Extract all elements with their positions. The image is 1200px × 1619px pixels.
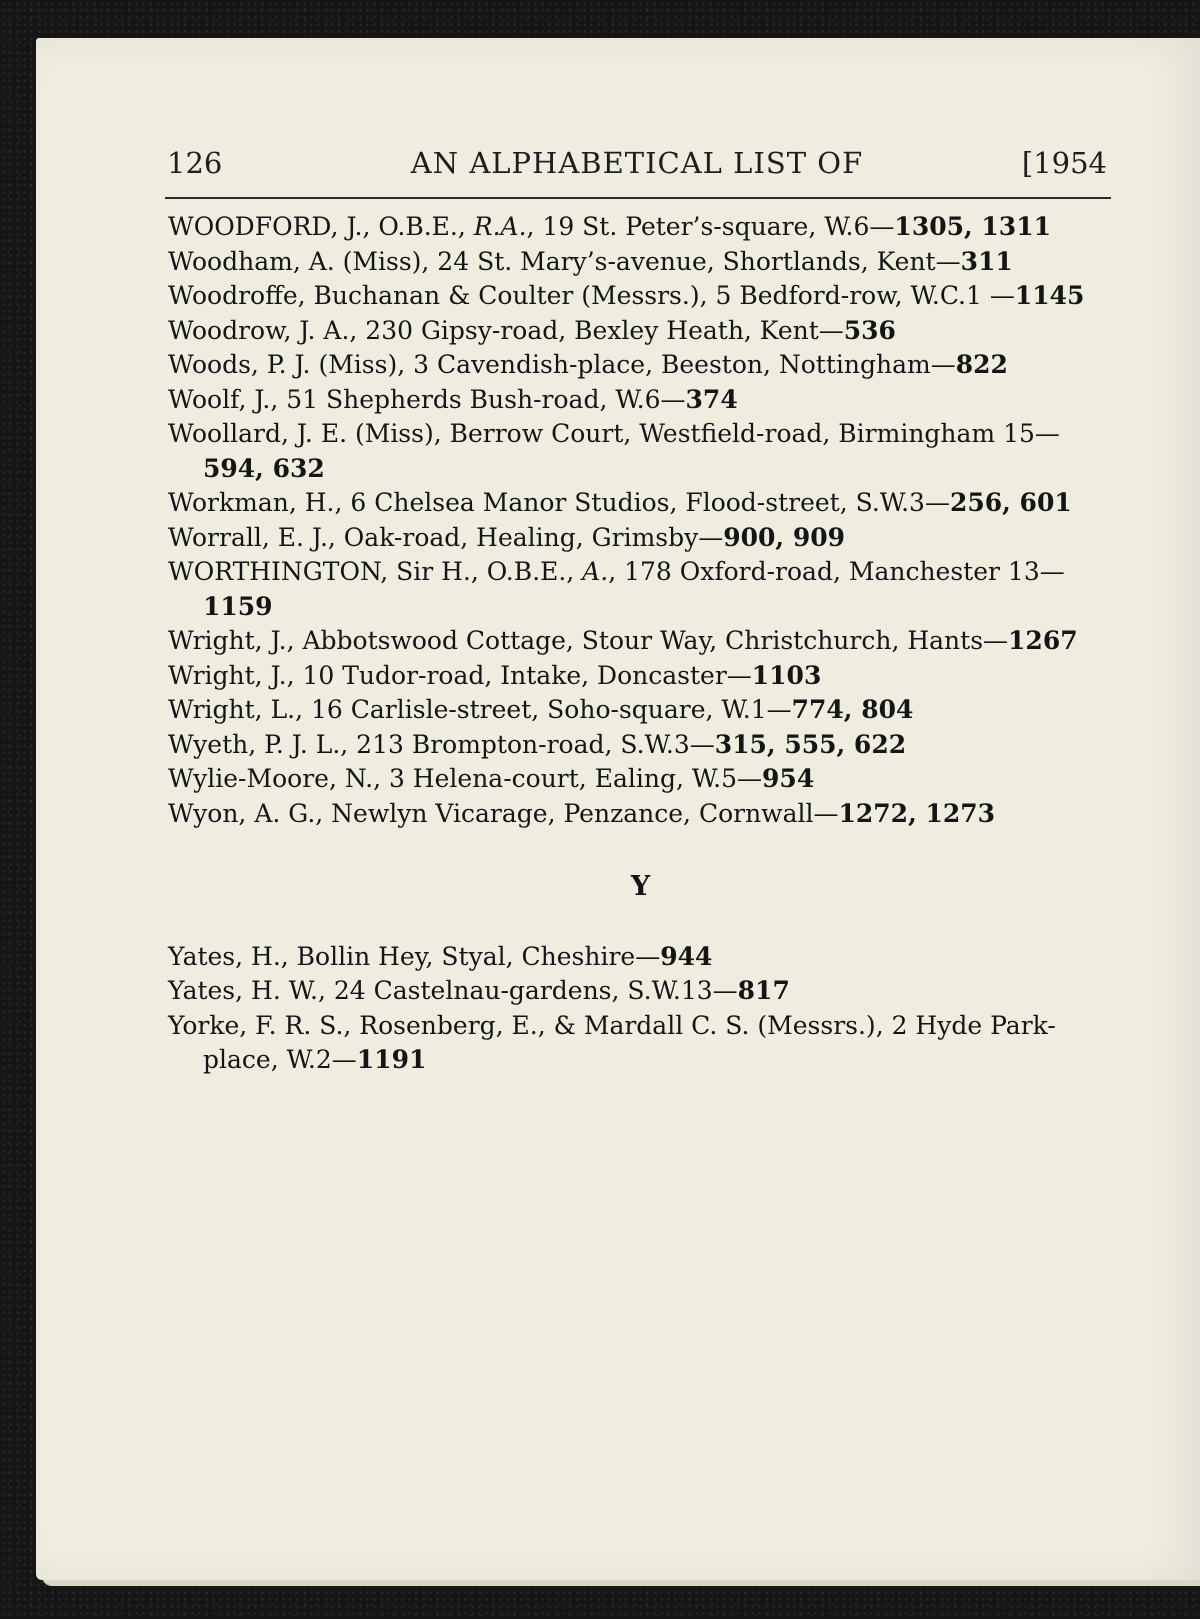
entry-name-address: Wyeth, P. J. L., 213 Brompton-road, S.W.3— — [168, 729, 715, 759]
entry-refs: 1305, 1311 — [894, 212, 1051, 241]
entry-refs: 374 — [685, 384, 738, 414]
list-item — [168, 210, 1113, 245]
entry-name-address: Woodrow, J. A., 230 Gipsy-road, Bexley Heath, Kent— — [168, 315, 844, 345]
page-title: AN ALPHABETICAL LIST OF — [410, 146, 864, 180]
entry-name-address: Wyon, A. G., Newlyn Vicarage, Penzance, Cornwall— — [168, 798, 839, 828]
entry-address: , 178 Oxford-road, Manchester 13— — [608, 557, 1065, 586]
list-item — [168, 348, 1113, 383]
list-item — [168, 762, 1113, 797]
entry-refs: 822 — [955, 350, 1008, 379]
entry-refs: 900, 909 — [723, 522, 846, 552]
y-entries — [168, 940, 1113, 1078]
entry-name-address: Wright, J., 10 Tudor-road, Intake, Doncaster— — [168, 660, 752, 690]
entry-name-address: Woods, P. J. (Miss), 3 Cavendish-place, Beeston, Nottingham— — [168, 350, 956, 379]
entry-name-address: Workman, H., 6 Chelsea Manor Studios, Flood-street, S.W.3— — [168, 488, 950, 517]
entry-name-address: Woollard, J. E. (Miss), Berrow Court, Westfield-road, Birmingham 15— — [168, 419, 1060, 448]
entry-designation: R.A. — [473, 212, 527, 241]
list-item — [168, 797, 1113, 832]
entry-name-address: Wylie-Moore, N., 3 Helena-court, Ealing, W.5— — [168, 764, 763, 793]
entry-name-address: Yorke, F. R. S., Rosenberg, E., & Mardall C. S. (Messrs.), 2 Hyde Park-place, W.2— — [168, 1010, 1056, 1074]
list-item — [168, 486, 1113, 521]
entry-list — [168, 210, 1113, 1078]
entry-refs: 536 — [843, 315, 896, 345]
entry-name-address: Woodham, A. (Miss), 24 St. Mary’s-avenue, Shortlands, Kent— — [168, 246, 961, 276]
entry-refs: 1159 — [203, 591, 273, 621]
entry-name-address: Wright, L., 16 Carlisle-street, Soho-square, W.1— — [168, 695, 792, 724]
list-item — [168, 624, 1113, 659]
header-rule — [165, 197, 1111, 199]
list-item — [168, 555, 1113, 624]
entry-refs: 944 — [660, 941, 713, 971]
list-item — [168, 521, 1113, 556]
entry-refs: 311 — [960, 246, 1013, 276]
entry-designation: A. — [582, 557, 609, 586]
entry-refs: 817 — [737, 976, 790, 1005]
page-number: 126 — [167, 146, 223, 180]
section-letter: Y — [630, 871, 651, 902]
entry-refs: 594, 632 — [203, 453, 325, 483]
entry-name-address: WORTHINGTON, Sir H., O.B.E., — [168, 557, 583, 586]
entry-refs: 954 — [762, 764, 815, 793]
entry-refs: 1103 — [751, 660, 822, 690]
w-entries — [168, 210, 1113, 831]
list-item — [168, 314, 1113, 349]
entry-name-address: WOODFORD, J., O.B.E., — [168, 212, 474, 241]
entry-name-address: Woolf, J., 51 Shepherds Bush-road, W.6— — [168, 384, 686, 414]
entry-name-address: Worrall, E. J., Oak-road, Healing, Grimsby— — [168, 522, 724, 552]
list-item — [168, 1009, 1113, 1078]
entry-refs: 1145 — [1014, 281, 1085, 310]
list-item — [168, 279, 1113, 314]
entry-refs: 1191 — [356, 1045, 427, 1074]
entry-address: , 19 St. Peter’s-square, W.6— — [526, 212, 895, 241]
list-item — [168, 728, 1113, 763]
entry-name-address: Yates, H., Bollin Hey, Styal, Cheshire— — [168, 941, 661, 971]
entry-name-address: Wright, J., Abbotswood Cottage, Stour Way, Christchurch, Hants— — [168, 626, 1009, 655]
list-item — [168, 974, 1113, 1009]
entry-refs: 315, 555, 622 — [714, 729, 907, 759]
list-item — [168, 417, 1113, 486]
list-item — [168, 659, 1113, 694]
entry-name-address: Yates, H. W., 24 Castelnau-gardens, S.W.13— — [168, 976, 738, 1005]
list-item — [168, 245, 1113, 280]
entry-refs: 1272, 1273 — [838, 798, 996, 828]
list-item — [168, 940, 1113, 975]
entry-refs: 1267 — [1008, 626, 1078, 655]
entry-name-address: Woodroffe, Buchanan & Coulter (Messrs.), 5 Bedford-row, W.C.1 — — [168, 281, 1015, 310]
running-head — [167, 146, 1107, 186]
entry-refs: 774, 804 — [791, 695, 914, 724]
entry-refs: 256, 601 — [949, 488, 1072, 517]
list-item — [168, 383, 1113, 418]
list-item — [168, 693, 1113, 728]
year-label: [1954 — [1021, 146, 1107, 180]
